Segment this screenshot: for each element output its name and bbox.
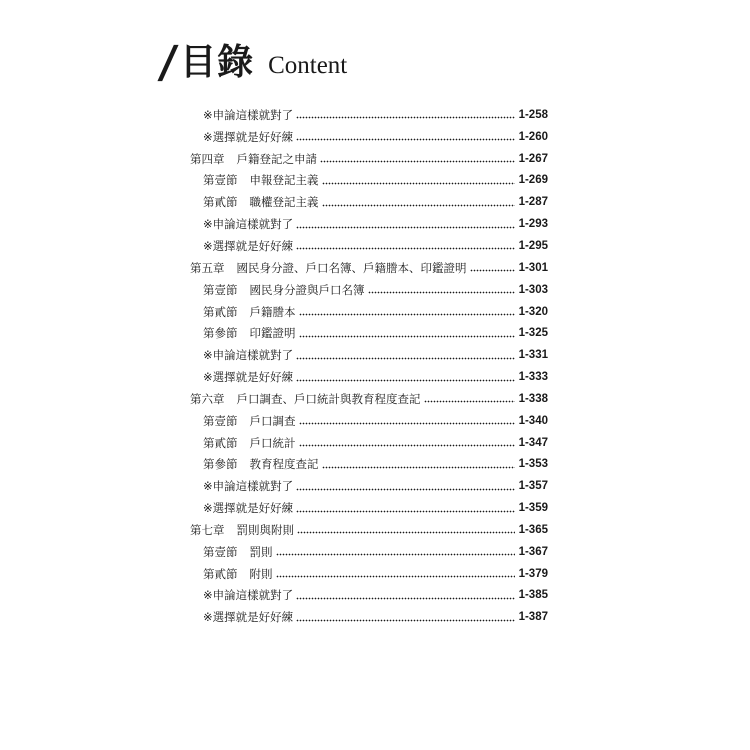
toc-entry-label bbox=[203, 194, 319, 210]
dot-leader bbox=[320, 160, 515, 163]
heading-title-cjk: 目錄 bbox=[180, 42, 255, 83]
dot-leader bbox=[299, 422, 515, 425]
toc-entry-label bbox=[203, 172, 319, 188]
table-of-contents bbox=[190, 104, 548, 628]
dot-leader bbox=[296, 510, 514, 513]
toc-entry-label bbox=[203, 544, 273, 560]
toc-entry-title: ※申論這樣就對了 bbox=[203, 588, 294, 603]
toc-entry-label bbox=[203, 566, 273, 582]
toc-entry-label bbox=[203, 107, 293, 123]
toc-entry[interactable] bbox=[190, 104, 548, 126]
toc-entry-prefix: 第貳節 bbox=[203, 304, 238, 319]
toc-entry-label bbox=[203, 478, 293, 494]
toc-entry-prefix: 第壹節 bbox=[203, 413, 238, 428]
toc-entry-page-number: 1-385 bbox=[518, 589, 548, 602]
dot-leader bbox=[296, 597, 514, 600]
toc-entry[interactable] bbox=[190, 432, 548, 454]
toc-entry-prefix: 第壹節 bbox=[203, 173, 238, 188]
toc-entry[interactable] bbox=[190, 344, 548, 366]
toc-entry-label bbox=[190, 391, 421, 407]
dot-leader bbox=[296, 488, 514, 491]
toc-entry-title: 戶口調查、戶口統計與教育程度查記 bbox=[236, 391, 421, 406]
toc-entry-title: 申報登記主義 bbox=[249, 173, 319, 188]
toc-entry-title: 罰則與附則 bbox=[236, 522, 294, 537]
toc-entry-title: ※選擇就是好好練 bbox=[203, 501, 294, 516]
toc-entry-title: 戶籍謄本 bbox=[249, 304, 296, 319]
toc-entry[interactable] bbox=[190, 235, 548, 257]
toc-entry-label bbox=[203, 500, 293, 516]
toc-entry-page-number: 1-293 bbox=[518, 218, 548, 231]
toc-entry-prefix: 第五章 bbox=[190, 260, 225, 275]
page-heading bbox=[156, 37, 348, 88]
toc-entry[interactable] bbox=[190, 366, 548, 388]
toc-entry[interactable] bbox=[190, 563, 548, 585]
toc-entry-page-number: 1-325 bbox=[518, 327, 548, 340]
toc-entry-page-number: 1-295 bbox=[518, 239, 548, 252]
toc-entry-label bbox=[203, 282, 365, 298]
toc-entry-page-number: 1-301 bbox=[518, 261, 548, 274]
toc-entry-label bbox=[203, 325, 296, 341]
toc-entry-label bbox=[203, 413, 296, 429]
dot-leader bbox=[296, 619, 514, 622]
dot-leader bbox=[322, 466, 515, 469]
toc-entry-title: 國民身分證、戶口名簿、戶籍謄本、印鑑證明 bbox=[236, 260, 467, 275]
toc-entry-page-number: 1-357 bbox=[518, 480, 548, 493]
toc-entry-prefix: 第參節 bbox=[203, 457, 238, 472]
toc-entry-title: 附則 bbox=[249, 566, 273, 581]
toc-entry-label bbox=[203, 347, 293, 363]
toc-entry-page-number: 1-367 bbox=[518, 545, 548, 558]
dot-leader bbox=[296, 226, 514, 229]
dot-leader bbox=[299, 313, 515, 316]
heading-slash: / bbox=[156, 37, 180, 88]
toc-entry-prefix: 第貳節 bbox=[203, 195, 238, 210]
toc-entry[interactable] bbox=[190, 301, 548, 323]
dot-leader bbox=[368, 291, 515, 294]
toc-entry-page-number: 1-331 bbox=[518, 349, 548, 362]
toc-entry-label bbox=[203, 609, 293, 625]
toc-entry[interactable] bbox=[190, 497, 548, 519]
toc-entry-page-number: 1-303 bbox=[518, 283, 548, 296]
toc-entry-page-number: 1-320 bbox=[518, 305, 548, 318]
heading-title-en: Content bbox=[268, 52, 348, 79]
toc-entry[interactable] bbox=[190, 322, 548, 344]
toc-entry-title: ※申論這樣就對了 bbox=[203, 479, 294, 494]
dot-leader bbox=[299, 444, 515, 447]
toc-entry-title: ※選擇就是好好練 bbox=[203, 238, 294, 253]
toc-entry-label bbox=[190, 522, 294, 538]
toc-entry-prefix: 第壹節 bbox=[203, 544, 238, 559]
dot-leader bbox=[296, 247, 514, 250]
toc-entry-label bbox=[203, 435, 296, 451]
toc-entry[interactable] bbox=[190, 148, 548, 170]
toc-entry-title: 職權登記主義 bbox=[249, 195, 319, 210]
dot-leader bbox=[296, 379, 514, 382]
toc-entry[interactable] bbox=[190, 170, 548, 192]
toc-entry-label bbox=[203, 216, 293, 232]
toc-entry-label bbox=[203, 304, 296, 320]
dot-leader bbox=[322, 204, 515, 207]
toc-entry-page-number: 1-338 bbox=[518, 392, 548, 405]
toc-entry-label bbox=[190, 260, 467, 276]
toc-entry-title: 教育程度查記 bbox=[249, 457, 319, 472]
toc-entry-page-number: 1-333 bbox=[518, 371, 548, 384]
toc-entry-title: ※選擇就是好好練 bbox=[203, 610, 294, 625]
toc-entry-page-number: 1-359 bbox=[518, 502, 548, 515]
toc-entry-label bbox=[190, 151, 317, 167]
toc-entry-prefix: 第六章 bbox=[190, 391, 225, 406]
toc-entry-page-number: 1-258 bbox=[518, 108, 548, 121]
toc-entry[interactable] bbox=[190, 257, 548, 279]
toc-entry-prefix: 第七章 bbox=[190, 522, 225, 537]
toc-entry-label bbox=[203, 369, 293, 385]
toc-entry-page-number: 1-379 bbox=[518, 567, 548, 580]
toc-entry-page-number: 1-267 bbox=[518, 152, 548, 165]
toc-entry-title: 戶口統計 bbox=[249, 435, 296, 450]
toc-entry-page-number: 1-353 bbox=[518, 458, 548, 471]
toc-entry-title: ※選擇就是好好練 bbox=[203, 129, 294, 144]
toc-entry-page-number: 1-387 bbox=[518, 611, 548, 624]
toc-entry-label bbox=[203, 238, 293, 254]
toc-entry-prefix: 第貳節 bbox=[203, 566, 238, 581]
toc-entry-prefix: 第壹節 bbox=[203, 282, 238, 297]
toc-entry-prefix: 第貳節 bbox=[203, 435, 238, 450]
toc-entry-title: 國民身分證與戶口名簿 bbox=[249, 282, 365, 297]
toc-entry-title: 戶籍登記之申請 bbox=[236, 151, 317, 166]
toc-entry-title: ※選擇就是好好練 bbox=[203, 370, 294, 385]
toc-entry-title: ※申論這樣就對了 bbox=[203, 348, 294, 363]
toc-entry-page-number: 1-365 bbox=[518, 523, 548, 536]
dot-leader bbox=[276, 575, 515, 578]
toc-entry-label bbox=[203, 587, 293, 603]
toc-entry[interactable] bbox=[190, 388, 548, 410]
toc-entry[interactable] bbox=[190, 126, 548, 148]
toc-entry-title: 印鑑證明 bbox=[249, 326, 296, 341]
dot-leader bbox=[424, 400, 515, 403]
toc-entry-page-number: 1-340 bbox=[518, 414, 548, 427]
toc-entry-page-number: 1-269 bbox=[518, 174, 548, 187]
toc-entry-title: ※申論這樣就對了 bbox=[203, 107, 294, 122]
toc-entry[interactable] bbox=[190, 213, 548, 235]
toc-entry[interactable] bbox=[190, 410, 548, 432]
toc-entry[interactable] bbox=[190, 191, 548, 213]
toc-entry-page-number: 1-347 bbox=[518, 436, 548, 449]
dot-leader bbox=[470, 269, 515, 272]
toc-entry[interactable] bbox=[190, 606, 548, 628]
toc-entry[interactable] bbox=[190, 454, 548, 476]
toc-entry[interactable] bbox=[190, 585, 548, 607]
toc-entry-label bbox=[203, 129, 293, 145]
toc-entry-prefix: 第參節 bbox=[203, 326, 238, 341]
toc-entry-label bbox=[203, 456, 319, 472]
dot-leader bbox=[296, 138, 514, 141]
dot-leader bbox=[296, 357, 514, 360]
toc-entry-title: ※申論這樣就對了 bbox=[203, 217, 294, 232]
dot-leader bbox=[276, 553, 515, 556]
toc-entry[interactable] bbox=[190, 279, 548, 301]
toc-entry[interactable] bbox=[190, 541, 548, 563]
toc-entry[interactable] bbox=[190, 519, 548, 541]
toc-entry-title: 戶口調查 bbox=[249, 413, 296, 428]
toc-entry-page-number: 1-260 bbox=[518, 130, 548, 143]
dot-leader bbox=[299, 335, 515, 338]
toc-entry-page-number: 1-287 bbox=[518, 196, 548, 209]
dot-leader bbox=[322, 182, 515, 185]
dot-leader bbox=[297, 531, 515, 534]
toc-entry-title: 罰則 bbox=[249, 544, 273, 559]
dot-leader bbox=[296, 116, 514, 119]
toc-entry[interactable] bbox=[190, 475, 548, 497]
toc-entry-prefix: 第四章 bbox=[190, 151, 225, 166]
